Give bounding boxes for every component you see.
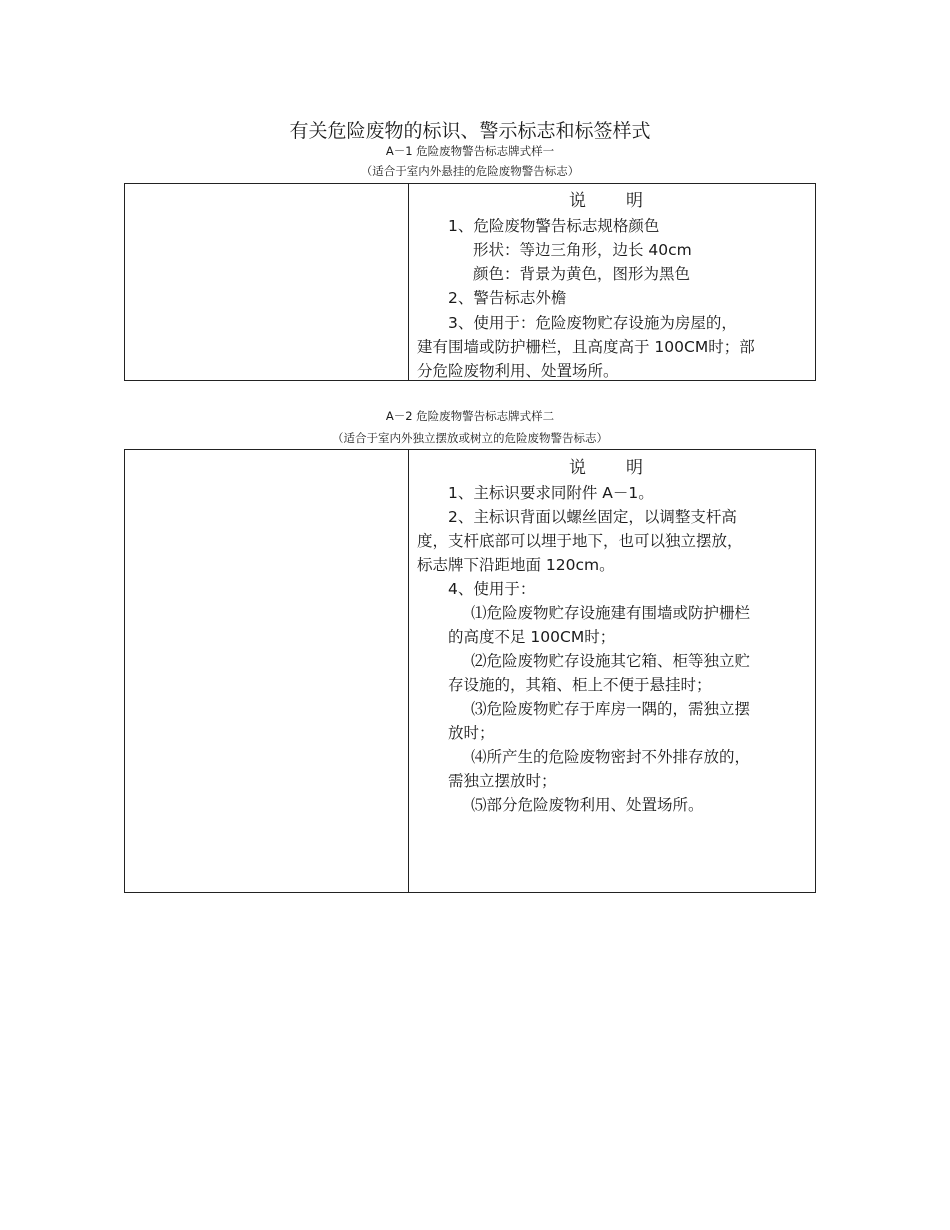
section2-line-6: ⑴危险废物贮存设施建有围墙或防护栅栏 — [471, 604, 751, 622]
section2-line-9: 存设施的，其箱、柜上不便于悬挂时； — [448, 676, 712, 694]
section1-line-5: 3、使用于：危险废物贮存设施为房屋的， — [448, 314, 737, 332]
section1-column-divider — [408, 184, 409, 380]
section2-line-13: 需独立摆放时； — [448, 772, 557, 790]
section2-heading-a: 说 — [569, 458, 586, 478]
section2-table — [124, 449, 816, 893]
section1-line-1: 1、危险废物警告标志规格颜色 — [448, 217, 660, 235]
section1-heading-a: 说 — [569, 191, 586, 211]
document-title: 有关危险废物的标识、警示标志和标签样式 — [289, 120, 651, 142]
section1-caption: A－1 危险废物警告标志牌式样一 — [385, 144, 555, 158]
section1-line-4: 2、警告标志外檐 — [448, 289, 567, 307]
section1-line-6: 建有围墙或防护栅栏，且高度高于 100CM时；部 — [417, 338, 755, 356]
section2-caption: A－2 危险废物警告标志牌式样二 — [385, 409, 555, 423]
section1-line-7: 分危险废物利用、处置场所。 — [417, 362, 619, 380]
section1-line-2: 形状：等边三角形，边长 40cm — [473, 241, 692, 259]
section2-column-divider — [408, 450, 409, 892]
section2-line-1: 1、主标识要求同附件 A－1。 — [448, 484, 654, 502]
section2-line-8: ⑵危险废物贮存设施其它箱、柜等独立贮 — [471, 652, 751, 670]
section2-line-2: 2、主标识背面以螺丝固定，以调整支杆高 — [448, 508, 737, 526]
section2-line-11: 放时； — [448, 724, 495, 742]
section2-line-10: ⑶危险废物贮存于库房一隅的，需独立摆 — [471, 700, 751, 718]
section1-table — [124, 183, 816, 381]
section2-line-7: 的高度不足 100CM时； — [448, 628, 616, 646]
section2-heading — [569, 453, 643, 478]
section2-line-4: 标志牌下沿距地面 120cm。 — [417, 556, 615, 574]
section2-line-5: 4、使用于： — [448, 580, 536, 598]
section1-subcaption: （适合于室内外悬挂的危险废物警告标志） — [360, 164, 580, 178]
section2-subcaption: （适合于室内外独立摆放或树立的危险废物警告标志） — [332, 431, 608, 445]
section1-heading-b: 明 — [626, 191, 643, 211]
section2-line-12: ⑷所产生的危险废物密封不外排存放的， — [471, 748, 751, 766]
section2-line-14: ⑸部分危险废物利用、处置场所。 — [471, 796, 704, 814]
section2-heading-b: 明 — [626, 458, 643, 478]
section1-heading — [569, 186, 643, 211]
section1-line-3: 颜色：背景为黄色，图形为黑色 — [473, 265, 691, 283]
section2-line-3: 度，支杆底部可以埋于地下，也可以独立摆放， — [417, 532, 743, 550]
